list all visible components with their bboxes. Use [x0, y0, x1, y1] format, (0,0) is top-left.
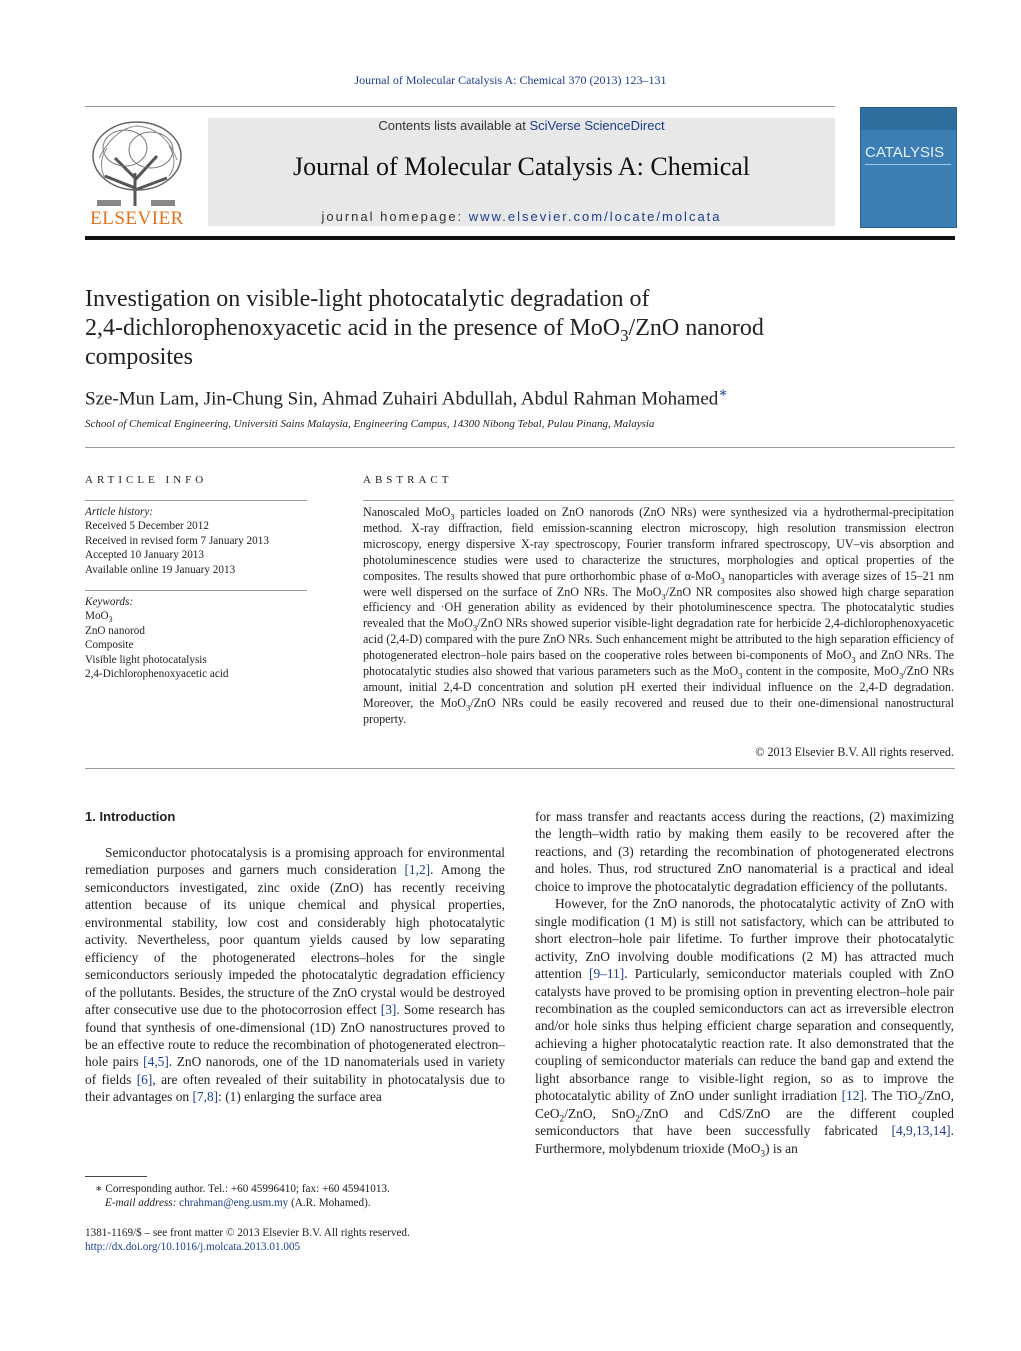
abstract-seg: /ZnO NR composites also showed high charge separation efficiency and ·OH generation ability as evidenced by their photoluminescence spectra. The photocatalytic studies revealed that the MoO — [363, 584, 955, 631]
corresponding-footnote — [95, 1182, 505, 1211]
text-seg: /ZnO, SnO — [564, 1105, 636, 1121]
journal-citation[interactable]: Journal of Molecular Catalysis A: Chemical 370 (2013) 123–131 — [354, 73, 667, 87]
authors-text: Sze-Mun Lam, Jin-Chung Sin, Ahmad Zuhairi Abdullah, Abdul Rahman Mohamed — [85, 388, 719, 410]
received-date: Received 5 December 2012 — [85, 520, 209, 533]
title-line-2a: 2,4-dichlorophenoxyacetic acid in the presence of MoO — [85, 315, 621, 341]
reference-link[interactable]: [3] — [380, 1002, 397, 1018]
keywords — [85, 595, 307, 681]
abstract-seg: /ZnO NRs could be easily recovered and reused due to their one-dimensional nanostructural property. — [363, 695, 954, 726]
abstract-seg: particles loaded on ZnO nanorods (ZnO NRs) were synthesized via a hydrothermal-precipitation method. X-ray diffraction, field emission-scanning electron microscopy, high resolution transmission electron microscopy, energy dispersive X-ray spectroscopy, Fourier transform infrared spectroscopy, UV–vis absorption and photoluminescence studies were used to characterize the structures, morphologies and optical properties of the composites. The results showed that pure orthorhombic phase of α-MoO — [363, 505, 954, 583]
abstract-sub: 3 — [472, 622, 478, 633]
homepage-link[interactable]: www.elsevier.com/locate/molcata — [468, 209, 722, 224]
section-heading-introduction: 1. Introduction — [85, 809, 176, 824]
text-seg: Semiconductor photocatalysis is a promising approach for environmental remediation purposes and garners much consideration — [85, 845, 505, 878]
online-date: Available online 19 January 2013 — [85, 563, 236, 576]
cover-line — [865, 164, 951, 165]
formula-sub: 2 — [559, 1114, 565, 1125]
title-line-2 — [85, 314, 905, 343]
info-rule-1 — [85, 500, 307, 501]
header-thick-rule — [85, 236, 955, 240]
corresponding-author-note: ∗ Corresponding author. Tel.: +60 45996410; fax: +60 45941013. — [95, 1183, 390, 1195]
abstract-seg: nanoparticles with average sizes of 15–21 nm were well dispersed on the surface of ZnO NRs. The MoO — [363, 568, 954, 599]
email-suffix: (A.R. Mohamed). — [288, 1197, 371, 1210]
text-seg: . The TiO — [863, 1088, 918, 1104]
keyword-item: ZnO nanorod — [85, 624, 145, 637]
elsevier-wordmark: ELSEVIER — [90, 208, 184, 229]
contents-line — [208, 118, 835, 133]
title-line-2b: /ZnO nanorod — [628, 315, 764, 341]
text-seg: : (1) enlarging the surface area — [218, 1089, 382, 1105]
title-line-1: Investigation on visible-light photocatalytic degradation of — [85, 286, 650, 312]
abstract-sub: 3 — [661, 590, 666, 601]
abstract-seg: /ZnO NRs showed superior visible-light degradation rate for herbicide 2,4-dichlorophenoxyacetic acid (2,4-D) compared with the pure ZnO NRs. Such enhancement might be attributed to the high separation efficiency of photogenerated electron–hole pairs based on the cooperative roles between bi-components of MoO — [363, 616, 954, 663]
reference-link[interactable]: [9–11] — [589, 966, 625, 982]
abstract-sub: 3 — [450, 511, 455, 522]
email-link[interactable]: chrahman@eng.usm.my — [179, 1197, 289, 1210]
keyword-item: Composite — [85, 639, 134, 652]
abstract-seg: /ZnO NRs amount, initial 2,4-D concentration and solution pH exerted their individual influence on the 2,4-D degradation. Moreover, the MoO — [363, 664, 954, 710]
journal-cover-thumbnail[interactable] — [860, 107, 957, 228]
cover-band — [861, 108, 956, 130]
reference-link[interactable]: [6] — [136, 1071, 153, 1087]
abstract-sub: 3 — [466, 702, 471, 713]
reference-link[interactable]: [12] — [841, 1088, 864, 1104]
text-seg: . Some research has found that synthesis of one-dimensional (1D) ZnO nanostructures proved to be an effective route to reduce the recombination of photogenerated electron–hole pairs — [85, 1002, 505, 1070]
journal-title: Journal of Molecular Catalysis A: Chemical — [292, 152, 751, 181]
affiliation: School of Chemical Engineering, Universiti Sains Malaysia, Engineering Campus, 14300 Nibong Tebal, Pulau Pinang, Malaysia — [85, 418, 655, 430]
cover-title: CATALYSIS — [865, 144, 945, 161]
text-seg: However, for the ZnO nanorods, the photocatalytic activity of ZnO with single modification (1 M) is still not satisfactory, which can be attributed to short electron–hole pair lifetime. To further improve their photocatalytic activity, ZnO involving double modifications (2 M) has attracted much attention — [535, 896, 954, 982]
reference-link[interactable]: [7,8] — [192, 1089, 219, 1105]
abstract-rule — [363, 500, 954, 501]
abstract-text — [363, 505, 954, 728]
title-rule — [85, 447, 955, 448]
keyword-item: 2,4-Dichlorophenoxyacetic acid — [85, 668, 229, 681]
info-rule-2 — [85, 590, 307, 591]
corresponding-author-mark[interactable]: ∗ — [718, 386, 728, 401]
abstract-seg: and ZnO NRs. The photocatalytic studies also showed that various parameters such as the MoO — [363, 648, 954, 679]
abstract-sub: 3 — [720, 575, 725, 586]
article-history — [85, 505, 307, 577]
text-seg: ) is an — [765, 1140, 798, 1156]
keyword-item: Visible light photocatalysis — [85, 653, 207, 666]
homepage-line — [208, 209, 835, 224]
email-label: E-mail address: — [105, 1197, 180, 1210]
intro-paragraph-2 — [535, 895, 955, 1160]
text-seg: . Particularly, semiconductor materials coupled with ZnO catalysts have proved to be promising option in preventing electron–hole pair recombination as the coupled semiconductors can act as irreversible electron and/or hole sinks thus helping efficient charge separation and consequently, achieving a higher photocatalytic reaction rate. It also demonstrated that the coupling of semiconductor materials can reduce the band gap and extend the light absorbance range to visible-light region, so as to improve the photocatalytic ability of ZnO under sunlight irradiation — [535, 966, 955, 1104]
accepted-date: Accepted 10 January 2013 — [85, 549, 204, 562]
keyword-1: MoO — [85, 610, 109, 623]
reference-link[interactable]: [4,5] — [143, 1054, 169, 1070]
abstract-sub: 3 — [738, 670, 743, 681]
keywords-label: Keywords: — [85, 596, 134, 608]
title-line-3: composites — [85, 344, 193, 370]
text-seg: . Furthermore, molybdenum trioxide (MoO — [535, 1123, 954, 1156]
body-rule — [85, 768, 955, 769]
text-seg: . Among the semiconductors investigated, zinc oxide (ZnO) has recently receiving attention because of its unique chemical and physical properties, environmental stability, low cost and considerably high photocatalytic activity. Nevertheless, poor quantum yields caused by low separating efficiency of the photogenerated electrons–holes for the single semiconductors seriously impeded the photocatalytic degradation efficiency of the pollutants. Besides, the structure of the ZnO crystal would be destroyed after consecutive use due to the photocorrosion effect — [85, 862, 505, 1018]
text-seg: /ZnO, CeO — [535, 1088, 954, 1121]
footnote-rule — [85, 1176, 147, 1177]
abstract-sub: 3 — [899, 670, 904, 681]
sciencedirect-link[interactable]: SciVerse ScienceDirect — [529, 118, 665, 133]
intro-right-column — [535, 808, 955, 1160]
text-seg: /ZnO and CdS/ZnO are the different coupled semiconductors that have been successfully fabricated — [535, 1105, 954, 1139]
abstract-sub: 3 — [851, 654, 856, 665]
formula-sub: 2 — [635, 1114, 641, 1125]
title-sub: 3 — [620, 325, 629, 345]
journal-header-box — [208, 118, 835, 226]
article-title — [85, 285, 905, 372]
abstract-heading: ABSTRACT — [363, 474, 453, 486]
contents-prefix: Contents lists available at — [378, 118, 530, 133]
intro-left-column — [85, 844, 505, 1106]
keyword-item — [85, 609, 307, 623]
text-seg: . ZnO nanorods, one of the 1D nanomaterials used in variety of fields — [85, 1054, 506, 1087]
abstract-copyright: © 2013 Elsevier B.V. All rights reserved. — [755, 745, 954, 759]
history-label: Article history: — [85, 506, 154, 518]
email-line — [95, 1196, 505, 1210]
formula-sub: 3 — [760, 1149, 766, 1160]
abstract-seg: Nanoscaled MoO — [363, 505, 451, 519]
reference-link[interactable]: [1,2] — [404, 862, 431, 878]
doi-link[interactable]: http://dx.doi.org/10.1016/j.molcata.2013.01.005 — [85, 1241, 301, 1254]
author-list — [85, 385, 728, 410]
intro-paragraph-1-cont: for mass transfer and reactants access during the reactions, (2) maximizing the length–width ratio by making them easily to be recovered after the reactions, and (3) retarding the recombination of photogenerated electrons and holes. Thus, rod structured ZnO nanomaterial is a practical and ideal choice to improve the photocatalytic degradation efficiency of the pollutants. — [535, 809, 954, 894]
header-rule — [85, 106, 835, 107]
formula-sub: 2 — [917, 1096, 923, 1107]
intro-paragraph-1 — [85, 844, 505, 1106]
front-matter — [85, 1226, 515, 1255]
issn-line: 1381-1169/$ – see front matter © 2013 Elsevier B.V. All rights reserved. — [85, 1227, 410, 1239]
keyword-1-sub: 3 — [108, 615, 113, 625]
elsevier-logo[interactable] — [85, 118, 189, 232]
article-info-heading: ARTICLE INFO — [85, 474, 208, 486]
abstract-seg: content in the composite, MoO — [742, 664, 899, 679]
text-seg: , are often revealed of their suitability in photocatalysis due to their advantages on — [85, 1071, 505, 1105]
revised-date: Received in revised form 7 January 2013 — [85, 534, 269, 547]
homepage-prefix: journal homepage: — [321, 209, 469, 224]
reference-link[interactable]: [4,9,13,14] — [891, 1123, 951, 1139]
